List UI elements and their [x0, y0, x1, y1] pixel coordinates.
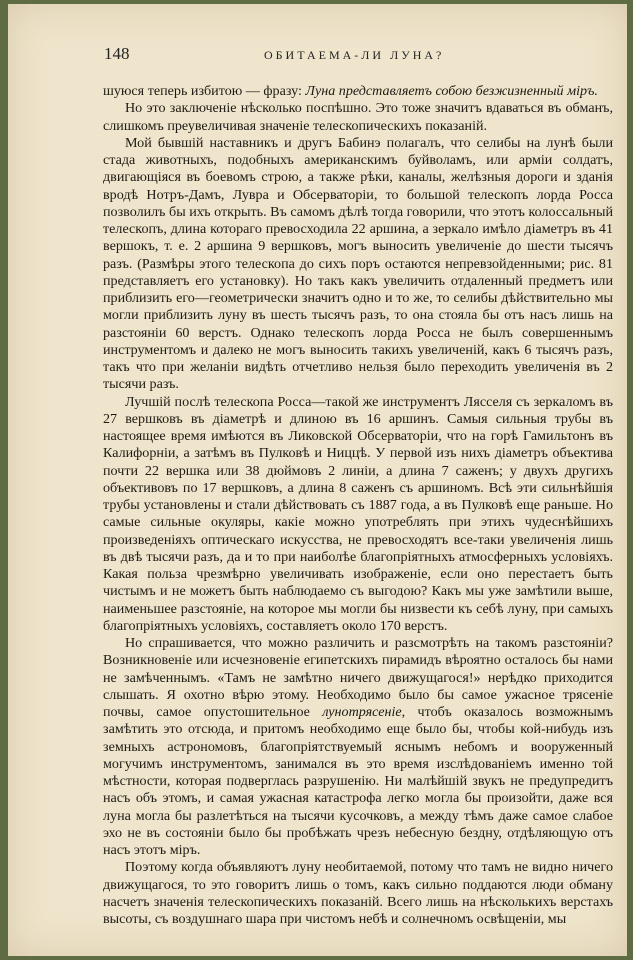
paragraph-3: Мой бывшій наставникъ и другъ Бабинэ полагалъ, что селибы на лунѣ были стада животныхъ, подобныхъ американскимъ буйволамъ, или арміи солдатъ, двигающіяся въ боевомъ строю, а также рѣки, каналы, желѣзныя дороги и зданія вродѣ Нотръ-Дамъ, Лувра и Обсерваторіи, то большой телескопъ лорда Росса позволилъ бы ихъ открыть. Въ самомъ дѣлѣ тогда говорили, что этотъ колоссальный телескопъ, длина котораго превосходила 22 аршина, а зеркало имѣло діаметръ въ 41 вершокъ, т. е. 2 аршина 9 вершковъ, могъ выносить увеличеніе до шести тысячъ разъ. (Размѣры этого телескопа до сихъ поръ остаются непревзойденными; рис. 81 представляетъ его установку). Но такъ какъ увеличить отдаленный предметъ или приблизить его—геометрически значитъ одно и то же, то селибы дѣйствительно мы могли приблизить луну въ шесть тысячъ разъ, то она стояла бы отъ насъ лишь на разстояніи 60 верстъ. Однако телескопъ лорда Росса не былъ совершеннымъ инструментомъ и далеко не могъ выносить такихъ увеличеній, какъ 6 тысячъ разъ, такъ что при желаніи видѣть отчетливо нельзя было переходить увеличенія въ 2 тысячи разъ. — [103, 134, 613, 393]
paragraph-1-lead: шуюся теперь избитою — фразу: — [103, 83, 306, 99]
page-number: 148 — [104, 44, 130, 63]
paragraph-5 — [103, 635, 613, 859]
running-title: ОБИТАЕМА-ЛИ ЛУНА? — [264, 48, 445, 62]
paragraph-1-italic-phrase: Луна представляетъ собою безжизненный міръ. — [305, 83, 598, 99]
paragraph-2: Но это заключеніе нѣсколько поспѣшно. Это тоже значитъ вдаваться въ обманъ, слишкомъ преувеличивая значеніе телескопическихъ показаній. — [103, 100, 613, 134]
paragraph-6: Поэтому когда объявляютъ луну необитаемой, потому что тамъ не видно ничего движущагося, то это говоритъ лишь о томъ, какъ сильно поддаются люди обману насчетъ значенія телескопическихъ показаній. Всего лишь на нѣсколькихъ верстахъ высоты, съ воздушнаго шара при чистомъ небѣ и солнечномъ освѣщеніи, мы — [103, 859, 613, 927]
paragraph-4: Лучшій послѣ телескопа Росса—такой же инструментъ Лясселя съ зеркаломъ въ 27 вершковъ въ діаметрѣ и длиною въ 16 аршинъ. Самыя сильныя трубы въ настоящее время имѣются въ Ликовской Обсерваторіи, что на горѣ Гамильтонъ въ Калифорніи, а затѣмъ въ Пулковѣ и Ниццѣ. У первой изъ нихъ діаметръ объектива почти 22 вершка или 38 дюймовъ 2 линіи, а длина 7 саженъ; у двухъ другихъ объективовъ по 17 вершковъ, а длина 8 саженъ съ аршиномъ. Всѣ эти сильнѣйшія трубы установлены и стали дѣйствовать съ 1887 года, а въ Пулковѣ еще раньше. Но самые сильные окуляры, какіе можно употреблять при этихъ чудеснѣйшихъ произведеніяхъ оптическаго искусства, не превосходятъ все-таки увеличенія лишь въ двѣ тысячи разъ, да и то при наиболѣе благопріятныхъ атмосферныхъ условіяхъ. Какая польза чрезмѣрно увеличивать изображеніе, если оно перестаетъ быть чистымъ и не можетъ быть наблюдаемо съ выгодою? Какъ мы уже замѣтили выше, наименьшее разстояніе, на которое мы могли бы низвести къ себѣ луну, при самыхъ благопріятныхъ условіяхъ, составляетъ около 170 верстъ. — [103, 393, 613, 634]
paragraph-5-lead: Но спрашивается, что можно различить и разсмотрѣть на такомъ разстояніи? Возникновеніе или исчезновеніе египетскихъ пирамидъ вѣроятно осталось бы нами не замѣченнымъ. «Тамъ не замѣтно ничего движущагося!» нерѣдко приходится слышать. Я охотно вѣрю этому. Необходимо было бы самое ужасное трясеніе почвы, самое опустошительное — [103, 635, 613, 720]
paragraph-5-italic-word: лунотрясеніе — [322, 704, 402, 720]
page-header — [104, 44, 624, 68]
body-text — [103, 83, 613, 928]
book-page — [8, 4, 627, 956]
paragraph-5-tail: , чтобъ оказалось возможнымъ замѣтить это отсюда, и притомъ необходимо еще было бы, чтобы кой-нибудь изъ земныхъ астрономовъ, благопріятствуемый яснымъ небомъ и вооруженный могучимъ инструментомъ, занимался въ это время изслѣдованіемъ именно той мѣстности, которая подверглась разрушенію. Ни малѣйшій звукъ не предупредитъ насъ объ этомъ, и самая ужасная катастрофа легко могла бы произойти, даже вся луна могла бы разлетѣться на тысячи кусочковъ, а между тѣмъ даже самое слабое эхо не въ состояніи было бы пробѣжать чрезъ небесную бездну, отдѣляющую отъ насъ этотъ міръ. — [103, 704, 613, 858]
paragraph-1 — [103, 83, 613, 100]
